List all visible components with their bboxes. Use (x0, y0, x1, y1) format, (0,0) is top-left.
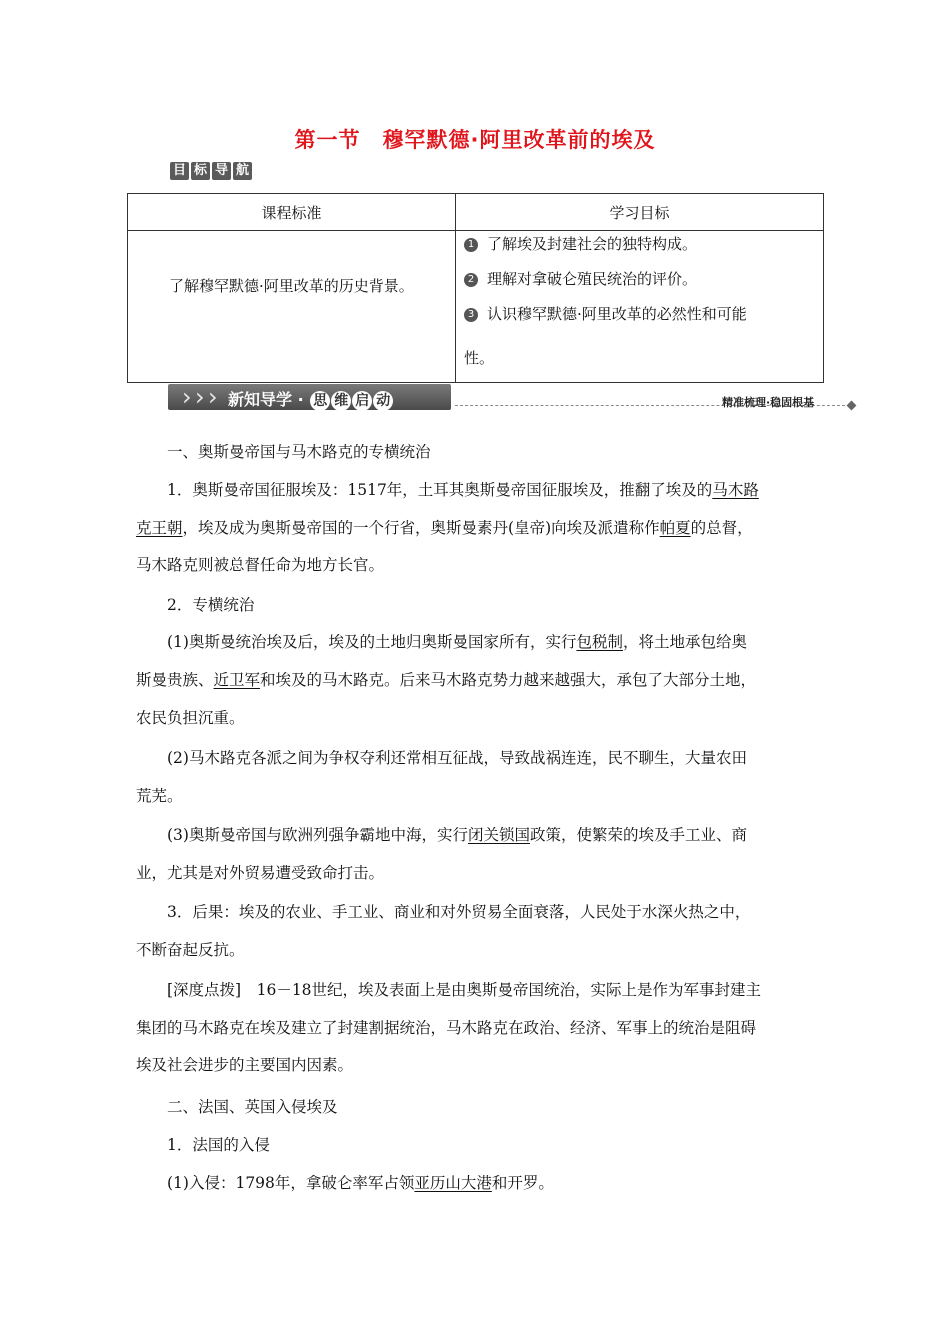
heading-2: 2．专横统治 (167, 596, 255, 614)
paragraph-5: 3．后果：埃及的农业、手工业、商业和对外贸易全面衰落，人民处于水深火热之中， (167, 903, 751, 921)
goal-text: 理解对拿破仑殖民统治的评价。 (487, 270, 698, 288)
goal-item (464, 303, 747, 324)
goal-text: 了解埃及封建社会的独特构成。 (487, 235, 698, 253)
banner-right-label: 精准梳理·稳固根基 (722, 396, 815, 409)
badge-char: 目 (170, 162, 189, 180)
circled-char: 思 (310, 391, 330, 411)
column-header-standard: 课程标准 (128, 194, 456, 231)
page-title (0, 124, 950, 154)
insight-paragraph-line-2: 集团的马木路克在埃及建立了封建割据统治，马木路克在政治、经济、军事上的统治是阻碍 (136, 1019, 757, 1037)
chevron-right-icon: › (195, 383, 205, 411)
number-3-icon: 3 (464, 308, 478, 322)
section-banner (168, 384, 453, 412)
diamond-icon (847, 401, 857, 411)
paragraph-3-line-2: 荒芜。 (136, 787, 183, 805)
key-term: 帕夏 (659, 519, 691, 537)
standard-cell (128, 231, 456, 383)
circled-char: 维 (331, 391, 351, 411)
goals-cell (456, 231, 824, 383)
paragraph-1-line-2: 克王朝，埃及成为奥斯曼帝国的一个行省，奥斯曼素丹(皇帝)向埃及派遣称作帕夏的总督， (136, 519, 753, 537)
banner-label: 新知导学 (228, 390, 293, 409)
paragraph-3: (2)马木路克各派之间为争权夺利还常相互征战，导致战祸连连，民不聊生，大量农田 (167, 749, 747, 767)
banner-title (228, 387, 393, 411)
paragraph-4: (3)奥斯曼帝国与欧洲列强争霸地中海，实行闭关锁国政策，使繁荣的埃及手工业、商 (167, 826, 747, 844)
goal-item-continuation: 性。 (464, 349, 495, 367)
key-term: 亚历山大港 (414, 1174, 492, 1192)
paragraph-1-line-3: 马木路克则被总督任命为地方长官。 (136, 556, 385, 574)
heading-4: 1．法国的入侵 (167, 1136, 270, 1154)
heading-3: 二、法国、英国入侵埃及 (167, 1098, 338, 1116)
circled-char: 启 (352, 391, 372, 411)
circled-char: 动 (373, 391, 393, 411)
goal-item (464, 233, 697, 254)
number-1-icon: 1 (464, 238, 478, 252)
section-number: 第一节 (294, 128, 361, 152)
banner-dot: · (297, 390, 304, 409)
badge-char: 标 (191, 162, 210, 180)
paragraph-2-line-3: 农民负担沉重。 (136, 709, 245, 727)
paragraph-5-line-2: 不断奋起反抗。 (136, 941, 245, 959)
paragraph-2-line-2: 斯曼贵族、近卫军和埃及的马木路克。后来马木路克势力越来越强大，承包了大部分土地， (136, 671, 757, 689)
paragraph-7: (1)入侵：1798年，拿破仑率军占领亚历山大港和开罗。 (167, 1174, 554, 1192)
section-title: 穆罕默德·阿里改革前的埃及 (382, 128, 656, 152)
paragraph-4-line-2: 业，尤其是对外贸易遭受致命打击。 (136, 864, 385, 882)
badge-char: 导 (212, 162, 231, 180)
chevron-right-icon: › (208, 383, 218, 411)
standard-text: 了解穆罕默德·阿里改革的历史背景。 (169, 277, 414, 295)
key-term: 克王朝 (136, 519, 183, 537)
key-term: 包税制 (576, 633, 623, 651)
key-term: 闭关锁国 (467, 826, 530, 844)
goal-guide-badge (170, 162, 252, 180)
goal-item (464, 268, 697, 289)
objectives-table (127, 193, 824, 383)
column-header-goals: 学习目标 (456, 194, 824, 231)
paragraph-1: 1．奥斯曼帝国征服埃及：1517年，土耳其奥斯曼帝国征服埃及，推翻了埃及的马木路 (167, 481, 759, 499)
number-2-icon: 2 (464, 273, 478, 287)
insight-paragraph-line-3: 埃及社会进步的主要国内因素。 (136, 1056, 354, 1074)
goal-text: 认识穆罕默德·阿里改革的必然性和可能 (487, 305, 747, 323)
key-term: 马木路 (712, 481, 759, 499)
heading-1: 一、奥斯曼帝国与马木路克的专横统治 (167, 443, 431, 461)
key-term: 近卫军 (213, 671, 261, 689)
paragraph-2: (1)奥斯曼统治埃及后，埃及的土地归奥斯曼国家所有，实行包税制，将土地承包给奥 (167, 633, 747, 651)
insight-paragraph: [深度点拨] 16－18世纪，埃及表面上是由奥斯曼帝国统治，实际上是作为军事封建主 (167, 981, 762, 999)
chevron-right-icon: › (182, 383, 192, 411)
badge-char: 航 (233, 162, 252, 180)
